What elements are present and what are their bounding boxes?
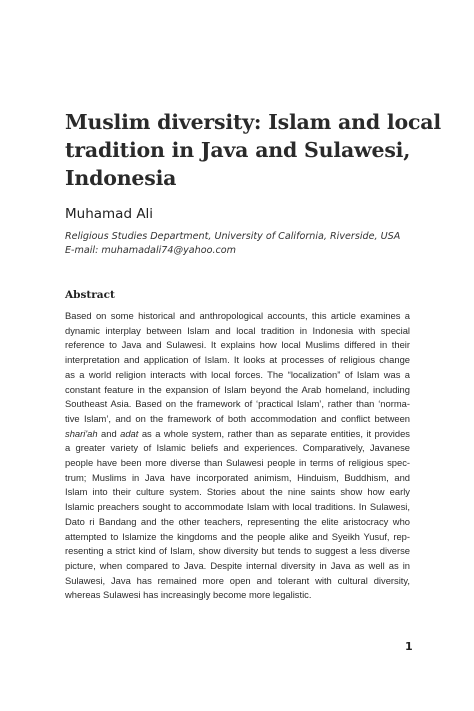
abstract-line: dynamic interplay between Islam and local tradition in Indonesia with special — [65, 324, 410, 336]
abstract-line-with-italics — [65, 427, 410, 442]
email: E-mail: muhamadali74@yahoo.com — [65, 245, 236, 256]
abstract-line: Islamic preachers sought to accommodate Islam with local traditions. In Sulawesi, — [65, 501, 410, 513]
abstract-line: whereas Sulawesi has increasingly become more legalistic. — [65, 589, 312, 601]
article-title — [65, 108, 441, 192]
abstract-line: Islam into their culture system. Stories about the nine saints show how early — [65, 486, 410, 498]
abstract-heading: Abstract — [65, 289, 115, 301]
abstract-line: Sulawesi, Java has remained more open and tolerant with cultural diversity, — [65, 574, 410, 586]
abstract-line: resenting a strict kind of Islam, show diversity but tends to suggest a less diverse — [65, 545, 410, 557]
affiliation: Religious Studies Department, University of California, Riverside, USA — [65, 231, 401, 242]
abstract-line: as a world religion interacts with local forces. The “localization” of Islam was a — [65, 368, 410, 380]
abstract-line: people have been more diverse than Sulawesi people in terms of religious spec- — [65, 457, 410, 469]
title-line: tradition in Java and Sulawesi, — [65, 138, 411, 162]
title-line: Indonesia — [65, 166, 177, 190]
abstract-body — [65, 309, 410, 603]
abstract-line: Dato ri Bandang and the other teachers, representing the elite aristocracy who — [65, 515, 410, 527]
title-line: Muslim diversity: Islam and local — [65, 110, 441, 134]
abstract-line: Based on some historical and anthropological accounts, this article examines a — [65, 310, 410, 321]
abstract-line: constant feature in the expansion of Islam beyond the Arab homeland, including — [65, 383, 410, 395]
page-number: 1 — [405, 640, 413, 653]
abstract-line: picture, when compared to Java. Despite internal diversity in Java as well as in — [65, 559, 410, 571]
author-affiliation-block — [65, 230, 425, 258]
abstract-line: Southeast Asia. Based on the framework of ‘practical Islam’, rather than ‘norma- — [65, 398, 410, 410]
abstract-line: reference to Java and Sulawesi. It explains how local Muslims differed in their — [65, 339, 410, 351]
italic-term: adat — [120, 427, 139, 439]
abstract-text: as a whole system, rather than as separate entities, it provides — [138, 427, 410, 439]
abstract-line: attempted to Islamize the kingdoms and the people alike and Syeikh Yusuf, rep- — [65, 530, 410, 542]
abstract-line: trum; Muslims in Java have incorporated animism, Hinduism, Buddhism, and — [65, 471, 410, 483]
abstract-text: and — [97, 427, 121, 439]
abstract-line: interpretation and application of Islam. It looks at processes of religious change — [65, 354, 410, 366]
abstract-line: tive Islam’, and on the framework of both accommodation and conflict between — [65, 412, 410, 424]
author-name: Muhamad Ali — [65, 206, 154, 222]
abstract-line: a greater variety of Islamic beliefs and experiences. Comparatively, Javanese — [65, 442, 410, 454]
italic-term: shari'ah — [65, 427, 98, 439]
